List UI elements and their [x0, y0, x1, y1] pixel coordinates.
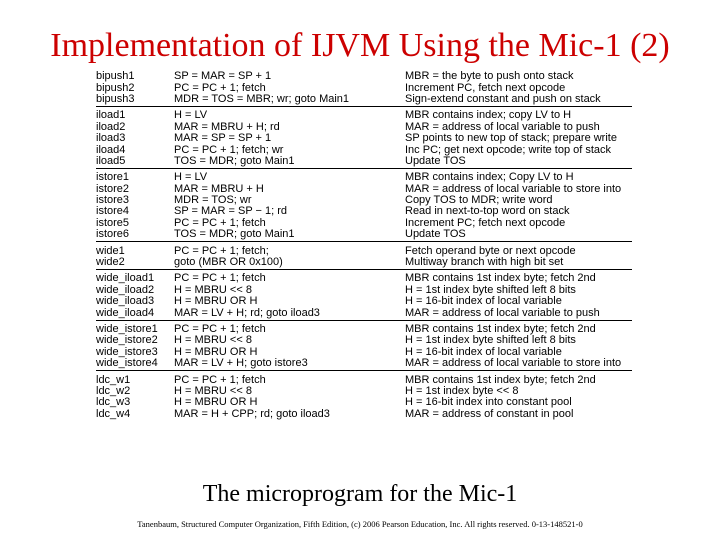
table-row — [96, 397, 632, 408]
microinstruction-label: ldc_w2 — [96, 385, 131, 397]
table-row — [96, 195, 632, 206]
microinstruction-comment: Multiway branch with high bit set — [405, 257, 564, 269]
microinstruction-operations: PC = PC + 1; fetch; — [174, 245, 269, 257]
microinstruction-comment: H = 16-bit index into constant pool — [405, 397, 572, 409]
microinstruction-label: wide_istore2 — [96, 335, 158, 347]
microinstruction-operations: MDR = TOS; wr — [174, 195, 252, 207]
table-row — [96, 206, 632, 217]
microinstruction-label: wide_istore4 — [96, 358, 158, 370]
table-row — [96, 296, 632, 307]
microinstruction-comment: Increment PC, fetch next opcode — [405, 82, 566, 94]
microinstruction-label: wide_istore3 — [96, 346, 158, 358]
microinstruction-comment: Update TOS — [405, 155, 466, 167]
microinstruction-label: iload2 — [96, 121, 126, 133]
table-row — [96, 172, 632, 183]
microinstruction-label: wide_istore1 — [96, 324, 158, 335]
microinstruction-label: iload5 — [96, 155, 126, 167]
microinstruction-operations: PC = PC + 1; fetch — [174, 273, 266, 285]
microinstruction-operations: PC = PC + 1; fetch — [174, 82, 266, 94]
instruction-group — [96, 245, 632, 270]
microinstruction-comment: MBR contains index; copy LV to H — [405, 110, 572, 122]
microinstruction-operations: H = MBRU << 8 — [174, 385, 252, 397]
microinstruction-comment: Fetch operand byte or next opcode — [405, 245, 576, 257]
table-row — [96, 285, 632, 296]
microinstruction-operations: PC = PC + 1; fetch — [174, 374, 266, 386]
table-row — [96, 133, 632, 144]
microinstruction-comment: MBR contains index; Copy LV to H — [405, 172, 574, 184]
microinstruction-label: wide_iload2 — [96, 284, 155, 296]
instruction-group — [96, 110, 632, 169]
table-row — [96, 409, 632, 420]
table-row — [96, 184, 632, 195]
microinstruction-operations: TOS = MDR; goto Main1 — [174, 229, 295, 241]
microinstruction-operations: MAR = H + CPP; rd; goto iload3 — [174, 408, 330, 420]
microinstruction-comment: H = 1st index byte shifted left 8 bits — [405, 335, 576, 347]
microinstruction-label: ldc_w4 — [96, 408, 131, 420]
microinstruction-comment: H = 1st index byte shifted left 8 bits — [405, 284, 576, 296]
microinstruction-label: wide_iload3 — [96, 296, 155, 308]
figure-caption: The microprogram for the Mic-1 — [202, 481, 518, 507]
microinstruction-comment: MBR contains 1st index byte; fetch 2nd — [405, 374, 596, 386]
table-row — [96, 324, 632, 335]
microinstruction-comment: MAR = address of local variable to store into — [405, 358, 622, 370]
microinstruction-comment: H = 1st index byte << 8 — [405, 385, 519, 397]
table-row — [96, 144, 632, 155]
microinstruction-comment: Inc PC; get next opcode; write top of stack — [405, 144, 612, 156]
microinstruction-label: iload3 — [96, 133, 126, 145]
microinstruction-label: bipush2 — [96, 82, 135, 94]
microinstruction-operations: H = MBRU << 8 — [174, 335, 252, 347]
microinstruction-operations: H = LV — [174, 110, 208, 122]
microinstruction-comment: Copy TOS to MDR; write word — [405, 195, 553, 207]
microinstruction-comment: SP points to new top of stack; prepare write — [405, 133, 617, 145]
microinstruction-comment: Read in next-to-top word on stack — [405, 206, 570, 218]
table-row — [96, 307, 632, 318]
microinstruction-label: wide_iload4 — [96, 307, 155, 319]
instruction-group — [96, 172, 632, 242]
table-row — [96, 335, 632, 346]
microinstruction-comment: MBR contains 1st index byte; fetch 2nd — [405, 273, 596, 285]
microinstruction-label: wide1 — [96, 245, 125, 257]
slide-title: Implementation of IJVM Using the Mic-1 (2) — [50, 27, 670, 64]
microinstruction-operations: H = MBRU << 8 — [174, 284, 252, 296]
microinstruction-comment: Sign-extend constant and push on stack — [405, 93, 601, 105]
microinstruction-comment: MAR = address of local variable to store into — [405, 183, 622, 195]
table-row — [96, 374, 632, 385]
table-row — [96, 82, 632, 93]
table-row — [96, 229, 632, 240]
copyright-footer: Tanenbaum, Structured Computer Organization, Fifth Edition, (c) 2006 Pearson Education, Inc. All rights reserved. 0-13-148521-0 — [137, 519, 583, 529]
microinstruction-label: istore4 — [96, 206, 130, 218]
microinstruction-operations: MDR = TOS = MBR; wr; goto Main1 — [174, 93, 350, 105]
microinstruction-operations: H = MBRU OR H — [174, 346, 258, 358]
table-row — [96, 122, 632, 133]
microinstruction-comment: MAR = address of local variable to push — [405, 121, 600, 133]
microinstruction-operations: TOS = MDR; goto Main1 — [174, 155, 295, 167]
microinstruction-label: iload4 — [96, 144, 126, 156]
microinstruction-operations: H = LV — [174, 172, 208, 184]
microinstruction-label: iload1 — [96, 110, 126, 122]
microinstruction-comment: MBR = the byte to push onto stack — [405, 71, 574, 83]
microinstruction-label: istore1 — [96, 172, 130, 184]
table-row — [96, 218, 632, 229]
microinstruction-comment: MBR contains 1st index byte; fetch 2nd — [405, 324, 596, 335]
table-row — [96, 273, 632, 284]
microinstruction-operations: SP = MAR = SP + 1 — [174, 71, 272, 83]
microinstruction-comment: Update TOS — [405, 229, 466, 241]
table-row — [96, 71, 632, 82]
microinstruction-operations: H = MBRU OR H — [174, 296, 258, 308]
microinstruction-label: istore2 — [96, 183, 130, 195]
microinstruction-operations: MAR = LV + H; rd; goto iload3 — [174, 307, 320, 319]
microinstruction-label: ldc_w3 — [96, 397, 131, 409]
table-row — [96, 386, 632, 397]
microinstruction-comment: MAR = address of constant in pool — [405, 408, 574, 420]
instruction-group — [96, 273, 632, 321]
microinstruction-operations: SP = MAR = SP − 1; rd — [174, 206, 288, 218]
table-row — [96, 110, 632, 121]
microinstruction-comment: H = 16-bit index of local variable — [405, 346, 562, 358]
microinstruction-operations: MAR = MBRU + H — [174, 183, 264, 195]
table-row — [96, 245, 632, 256]
microinstruction-label: bipush1 — [96, 71, 135, 83]
microinstruction-label: wide_iload1 — [96, 273, 155, 285]
microinstruction-comment: Increment PC; fetch next opcode — [405, 217, 566, 229]
microinstruction-label: wide2 — [96, 257, 125, 269]
microinstruction-label: bipush3 — [96, 93, 135, 105]
microinstruction-label: istore5 — [96, 217, 130, 229]
microinstruction-operations: MAR = SP = SP + 1 — [174, 133, 272, 145]
microinstruction-label: ldc_w1 — [96, 374, 131, 386]
microinstruction-operations: goto (MBR OR 0x100) — [174, 257, 283, 269]
table-row — [96, 358, 632, 369]
microinstruction-label: istore3 — [96, 195, 130, 207]
instruction-group — [96, 324, 632, 372]
microinstruction-operations: PC = PC + 1; fetch — [174, 217, 266, 229]
microprogram-table — [96, 71, 632, 424]
table-row — [96, 94, 632, 105]
table-row — [96, 347, 632, 358]
microinstruction-operations: PC = PC + 1; fetch — [174, 324, 266, 335]
microinstruction-operations: PC = PC + 1; fetch; wr — [174, 144, 284, 156]
table-row — [96, 257, 632, 268]
instruction-group — [96, 374, 632, 421]
instruction-group — [96, 71, 632, 107]
microinstruction-operations: H = MBRU OR H — [174, 397, 258, 409]
table-row — [96, 156, 632, 167]
microinstruction-operations: MAR = LV + H; goto istore3 — [174, 358, 308, 370]
microinstruction-comment: H = 16-bit index of local variable — [405, 296, 562, 308]
microinstruction-label: istore6 — [96, 229, 130, 241]
microinstruction-comment: MAR = address of local variable to push — [405, 307, 600, 319]
microinstruction-operations: MAR = MBRU + H; rd — [174, 121, 280, 133]
